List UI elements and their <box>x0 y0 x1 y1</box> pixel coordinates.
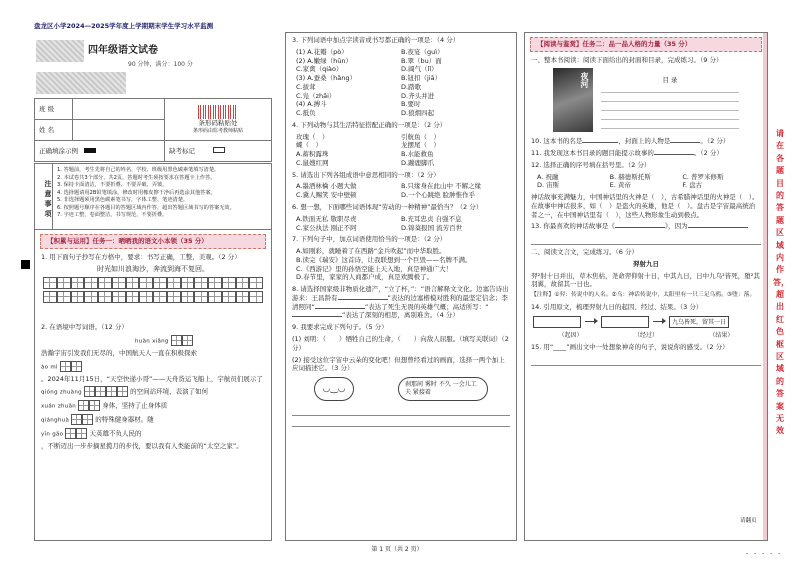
passage-line: qióng zhuàng 的空间站环境，表演了如何 <box>41 387 209 396</box>
fill-example: 正确填涂示例 <box>35 141 165 162</box>
notice-label: 注意事项 <box>35 164 53 229</box>
section1-title: 【积累与运用】任务一：晒晒我的语文小本领（35 分） <box>40 234 266 249</box>
notice-item: 4. 选择题请用2B铅笔填涂，修改时用橡皮擦干净后再选涂其他答案。 <box>57 189 216 196</box>
blurred-seal <box>36 40 84 62</box>
pinyin-6: yīn gāo 天英雄不负人民的 <box>41 429 142 438</box>
alignment-marker <box>21 260 30 269</box>
question-5: 5. 请选出下列各组成语中意思相同的一项：（2 分） <box>292 170 440 179</box>
answer-line[interactable] <box>531 234 761 245</box>
school-title: 盘龙区小学2024—2025学年度上学期期末学生学习水平监测 <box>34 22 214 30</box>
q9-illustration <box>292 377 510 401</box>
question-9: 9. 我要求完成下列句子。（5 分） <box>292 323 388 332</box>
toc: 目 录 <box>601 68 739 135</box>
name-label: 姓 名 <box>35 120 73 141</box>
column-2 <box>285 32 517 541</box>
q5-options[interactable]: A.墨酒林檎 小题大做 B.只缘身在此山中 不解之缘 C.冀人赐笑 安中壁顿 D.一个心跳绝 脸肿惟作乎 <box>296 182 482 200</box>
notice-item: 6. 按照题号顺序在各题目的答题区域内作答，超出答题区域书写的答案无效。 <box>57 204 235 211</box>
absent-checkbox[interactable] <box>213 147 225 153</box>
word-bubble: 刹那间 雾时 不久 一会儿工夫 紧接着 <box>398 377 488 401</box>
notice-item: 7. 字迹工整，卷面整洁，书写规范，不要折叠。 <box>57 212 168 219</box>
pinyin-2: ào mì <box>41 361 265 372</box>
question-11: 11. 我发现这本书目录的题目能提示故事的 。（2 分） <box>531 149 723 158</box>
question-10: 10. 这本书的名是 ，封面上的人物是 。（2 分） <box>531 137 730 146</box>
flow-chart[interactable] <box>533 316 759 328</box>
name-field[interactable] <box>73 120 165 141</box>
column-3 <box>524 32 768 541</box>
barcode-icon <box>198 105 238 119</box>
flow-box-result: 九乌皆死，留其一日 <box>669 316 729 328</box>
pinyin-5: qiánghuà 的特殊健身器材。随 <box>41 415 154 424</box>
q12-options[interactable]: A. 祝融 B. 赫德斯托斯 C. 普罗米修斯 D. 宙斯 E. 黄帝 F. 盘古 <box>537 172 724 190</box>
poem-notes: 【注释】①羿：传说中的人名。②乌：神话传说中，太阳里有一只三足乌鸦。③堕：落。 <box>531 292 756 299</box>
question-13: 13. 你最喜欢的神话故事是《 》，因为 <box>531 222 761 231</box>
passage-line: ，不断迈出一步步摘星揽月的步伐，要以我有人类能前的“太空之家”。 <box>41 442 243 451</box>
flow-box-cause <box>533 316 581 328</box>
student-info-table <box>34 98 272 162</box>
poem-text: 羿²射十日并出，草木焦枯，尧命羿仰射十日，中其九日，日中九乌²皆死，堕²其羽翼，故留其一日也。 <box>531 271 760 289</box>
question-1: 1. 用下面句子抄写在方格中，要求：书写正确，工整，美观。（2 分） <box>41 252 241 261</box>
pinyin-4: xuán zhuǎn 身体，坚持了止身体质 <box>41 401 168 410</box>
barcode-note: 条形码由监考教师粘贴 <box>192 127 243 134</box>
column-1 <box>34 230 272 541</box>
q12-text: 神话故事充满魅力，中国神话里的火神是（ ），古希腊神话里的火神是（ ）。在故事中神话很多，如（ ）是盗火的英雄，他是（ ）。盘古是宇宙最高统治者之一，在中国神话里有（ ），这些人物形象生动到极点。 <box>531 193 759 219</box>
barcode-label: 条形码粘贴处 <box>198 118 238 127</box>
notice-item: 5. 非选择题须用黑色碳素笔书写，字体工整、笔迹清楚。 <box>57 197 189 204</box>
notice-item: 3. 保持卡面清洁，不要折叠、不要弄破、弄皱。 <box>57 182 168 189</box>
flow-box-process <box>601 316 649 328</box>
q1-grid-row2[interactable] <box>43 291 263 303</box>
arrow-right-icon <box>653 321 665 322</box>
passage-line: 浩瀚宇宙引发我们无尽的，中国航天人一直在积极探索 <box>41 348 197 357</box>
absent-mark: 缺考标记 <box>165 141 272 162</box>
class-field[interactable] <box>73 99 165 120</box>
question-14: 14. 引用原文，梳理羿射九日的起因、经过、结果。（3 分） <box>531 303 703 312</box>
question-9a: (1) 刘明：（ ）牺牲自己的生命，（ ）向敌人屈服。（填写关联词）（2 分） <box>292 334 509 352</box>
q7-options[interactable]: A.如刚彩，就睡着了在西路“金兵吹起”而中华取胜。 B.读完《瑞安》这首诗，让我联想到一个巨毁——名牌不满。 C.《西游记》里的孙悟空能上天入地，真是神通广大！ D.春节里，家家的人商都户成，真是欢腾极了。 <box>296 247 472 282</box>
q4-options[interactable]: 玫瑰（ ） 引航鱼（ ） 蝶（ ） 龙摆尾（ ） A.蓄积露珠 B.水能救鱼 C.鼠嫂红网 D.蹦鹿脚爪 <box>296 132 440 167</box>
notice-box <box>34 163 272 230</box>
question-3: 3. 下列词语中加点字读音或书写都正确的一项是：（4 分） <box>292 36 460 44</box>
decorative-dashes: - - - - - <box>746 550 783 557</box>
part1-heading: 一、整本书阅读：阅读下面给出的封面和目录，完成练习。（9 分） <box>531 55 723 64</box>
filled-box-icon <box>84 148 96 153</box>
q1-grid[interactable] <box>43 277 263 289</box>
question-9b: (2) 接受这位宇宙中云朵的变化吧！但想曾经看过的画面，选择一两个加上应词描述它。（3 分） <box>292 355 505 373</box>
cloud-face-icon: ◡‿◡ <box>314 377 354 401</box>
question-15: 15. 用“____”画出文中一处想象神奇的句子，说说你的感受。（2 分） <box>531 342 729 351</box>
answer-line[interactable] <box>531 355 761 366</box>
answer-line[interactable] <box>292 416 510 427</box>
arrow-right-icon <box>585 321 597 322</box>
notice-item: 1. 答题前，考生先将自己的姓名、学校、班级用黑色碳素笔填写清楚。 <box>57 167 220 173</box>
question-12: 12. 选择正确的序号填在括号里。（2 分） <box>531 160 651 169</box>
blurred-region <box>36 72 126 94</box>
flow-labels: （起因） （经过） （结果） <box>558 331 734 339</box>
pinyin-1: huàn xiǎng <box>135 335 265 346</box>
notice-item: 2. 本试卷共3个部分，共2页。答题时考生须按要求在答题卡上作答。 <box>57 174 216 181</box>
passage-line: 。2024年11月15日，“天空快递小哥”——天舟货运飞船上，宇航员们展示了 <box>41 374 263 383</box>
barcode-area <box>165 99 272 141</box>
exam-time-score: 90 分钟，满分：100 分 <box>128 61 193 68</box>
question-4: 4. 下列动物与其生活特征搭配正确的一项是：（2 分） <box>292 120 447 129</box>
poem-title: 羿射九日 <box>633 259 659 268</box>
turn-page-note: 请翻页 <box>740 518 757 524</box>
book-preview <box>553 68 739 135</box>
notice-list <box>53 164 239 229</box>
part2-heading: 二、阅读文言文，完成练习。（6 分） <box>531 248 638 257</box>
q1-copy-text: 时光如川浪淘沙，奔流到海不复回。 <box>97 264 209 273</box>
side-warning: 请在各题目的答题区域内作答，超出红色框区域的答案无效 <box>773 129 789 436</box>
book-cover-image: 夜河 <box>553 68 593 132</box>
q6-options[interactable]: A.铁面无私 敬职尽责 B.充耳忠贞 自强不息 C.家公执法 刚正不阿 D.锦葵报国 流芳百世 <box>296 214 463 232</box>
exam-title: 四年级语文试卷 <box>88 45 158 56</box>
question-8: 8. 请选择国家级非物质化遗产，“立了杯，”：“语言解释文文化。边塞告诗出游来：王昌龄有 ”表达的边塞楷模对胜利的最坚定信念；李清照同“ ”表达了死生无畏的英雄气概；高适所写：“”表达了深刻的相思，离别难舍。（4 分） <box>292 285 509 320</box>
question-7: 7. 下列句子中，加点词语使用恰当的一项是：（2 分） <box>292 235 447 244</box>
section2-title: 【阅读与鉴赏】任务二：品一品人格的力量（35 分） <box>530 37 762 52</box>
page-footer: 第 1 页（共 2 页） <box>371 546 423 553</box>
class-label: 班 级 <box>35 99 73 120</box>
question-6: 6. 想一想，下面哪些词语体现“劳动的一种精神”最恰当？（2 分） <box>292 203 483 212</box>
q3-options[interactable]: (1) A.花瓣（pò） B.夜宴（guì） (2) A.嫩绿（hūn） B.翠（bu）面 C.家禽（qiào） D.阔气（lǐ） (3) A.蚕桑（hǎng） B.钮扣（jiā） C.拔茸 D.踏歌 C.凫（zhǎi） D.齐头并进 (4) A.搏斗 B.要时 C.抵负 D.狼烟四起 <box>296 47 444 118</box>
answer-line[interactable] <box>292 405 510 416</box>
question-2: 2. 在语境中写词语。（12 分） <box>41 322 128 331</box>
